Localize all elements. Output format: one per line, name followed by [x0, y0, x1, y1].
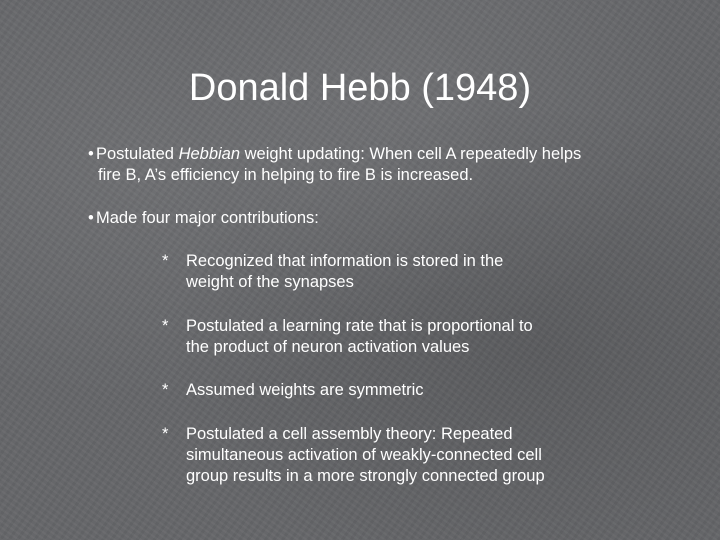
bullet-hebbian-updating [88, 144, 648, 186]
contribution-continuation: weight of the synapses [186, 273, 354, 291]
contribution-continuation: simultaneous activation of weakly-connected cell [186, 446, 542, 464]
contribution-text: Assumed weights are symmetric [186, 381, 424, 399]
contribution-line [162, 251, 592, 272]
bullet-continuation: fire B, A’s efficiency in helping to fire B is increased. [98, 166, 474, 184]
contribution-line [162, 316, 592, 337]
contribution-text: Recognized that information is stored in the [186, 252, 504, 270]
bullet-line [88, 208, 648, 229]
bullet-line [88, 144, 648, 165]
bullet-text-end: weight updating: When cell A repeatedly helps [240, 145, 582, 163]
contribution-marker: * [162, 252, 169, 270]
contribution-marker: * [162, 381, 169, 399]
contribution-item [162, 380, 592, 401]
bullet-text-start: Postulated [96, 145, 179, 163]
bullet-italic-term: Hebbian [178, 145, 241, 163]
contribution-continuation: group results in a more strongly connected group [186, 467, 545, 485]
bullet-contributions [88, 208, 648, 229]
bullet-text: Made four major contributions: [96, 209, 319, 227]
contribution-item [162, 316, 592, 358]
contribution-marker: * [162, 317, 169, 335]
slide-title: Donald Hebb (1948) [188, 67, 532, 109]
contribution-line [162, 380, 592, 401]
contribution-item [162, 424, 592, 487]
contribution-marker: * [162, 425, 169, 443]
bullet-marker: • [88, 209, 94, 227]
bullet-marker: • [88, 145, 94, 163]
contribution-line [162, 424, 592, 445]
contribution-continuation: the product of neuron activation values [186, 338, 470, 356]
contribution-text: Postulated a learning rate that is proportional to [186, 317, 533, 335]
contribution-text: Postulated a cell assembly theory: Repeated [186, 425, 513, 443]
contribution-item [162, 251, 592, 293]
